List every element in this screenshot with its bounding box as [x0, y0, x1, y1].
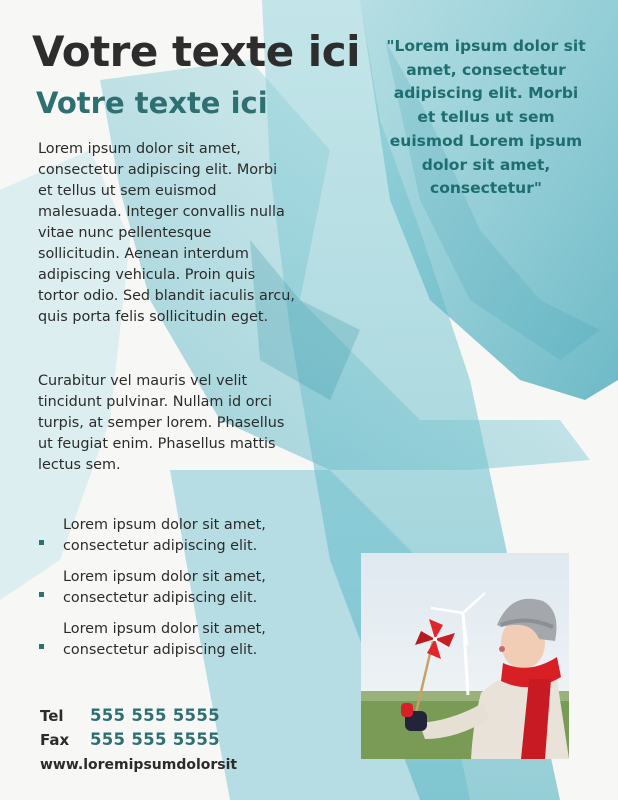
- tel-row: [40, 704, 340, 728]
- page-title: Votre texte ici: [32, 27, 360, 76]
- person-blowing-pinwheel-illustration: [361, 553, 569, 759]
- pinwheel-photo: [361, 553, 569, 759]
- contact-block: [40, 704, 340, 778]
- fax-row: [40, 728, 340, 752]
- bullet-text: Lorem ipsum dolor sit amet, consectetur adipiscing elit.: [63, 621, 266, 658]
- bullet-text: Lorem ipsum dolor sit amet, consectetur adipiscing elit.: [63, 517, 266, 554]
- bullet-text: Lorem ipsum dolor sit amet, consectetur adipiscing elit.: [63, 569, 266, 606]
- tel-value: 555 555 5555: [90, 706, 220, 725]
- body-paragraph-2: Curabitur vel mauris vel velit tincidunt pulvinar. Nullam id orci turpis, at semper lorem. Phasellus ut feugiat enim. Phasellus mattis lectus sem.: [38, 373, 285, 473]
- fax-value: 555 555 5555: [90, 730, 220, 749]
- bullet-icon: [39, 592, 44, 597]
- body-paragraph-1: Lorem ipsum dolor sit amet, consectetur adipiscing elit. Morbi et tellus ut sem euismod malesuada. Integer convallis nulla vitae nunc pellentesque sollicitudin. Aenean interdum adipiscing vehicula. Proin quis tortor odio. Sed blandit iaculis arcu, quis porta felis sollicitudin eget.: [38, 141, 296, 325]
- bullet-list: [38, 515, 318, 671]
- pull-quote: "Lorem ipsum dolor sit amet, consectetur adipiscing elit. Morbi et tellus ut sem euismod Lorem ipsum dolor sit amet, consectetur": [386, 37, 586, 198]
- bullet-icon: [39, 644, 44, 649]
- page-subtitle: Votre texte ici: [36, 86, 268, 120]
- tel-label: Tel: [40, 707, 64, 725]
- bullet-item: [38, 619, 318, 661]
- bullet-item: [38, 515, 318, 557]
- fax-label: Fax: [40, 731, 70, 749]
- bullet-item: [38, 567, 318, 609]
- website-link[interactable]: www.loremipsumdolorsit: [40, 757, 238, 773]
- bullet-icon: [39, 540, 44, 545]
